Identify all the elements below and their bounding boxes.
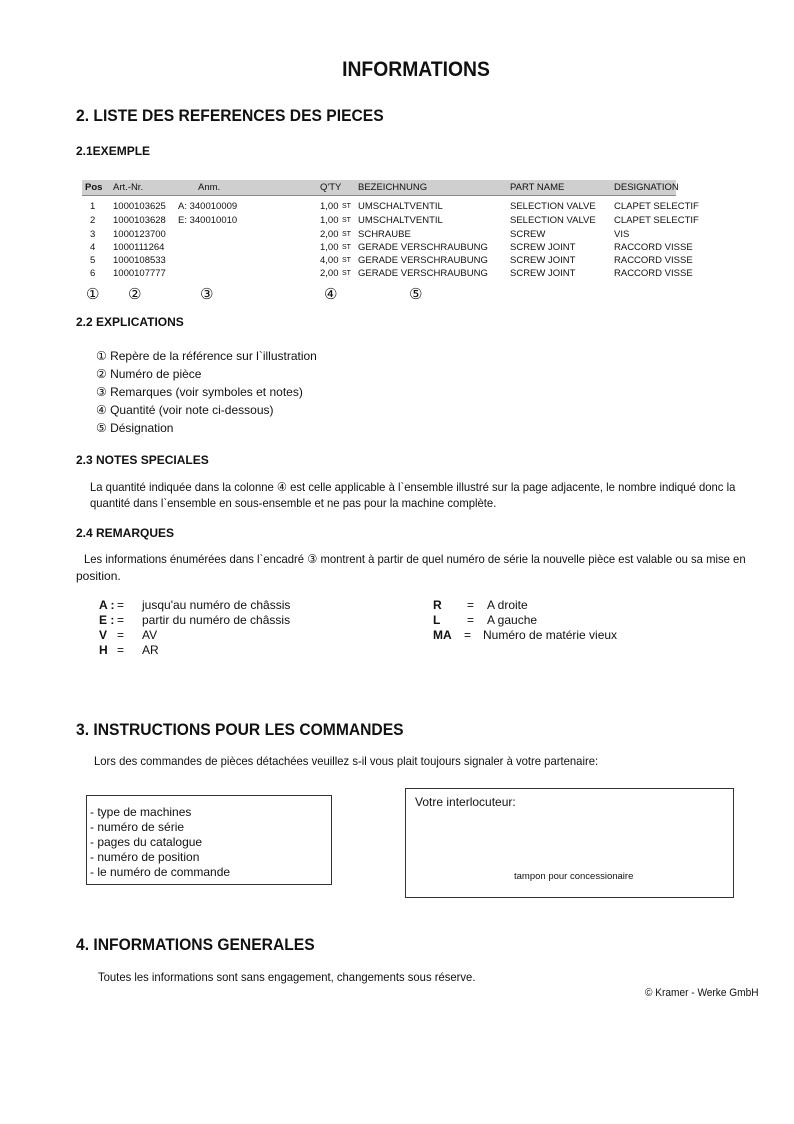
remarques-line-2: position. xyxy=(76,569,121,583)
abbr-code: R xyxy=(433,598,442,612)
cell-pos: 2 xyxy=(90,215,96,226)
abbr-eq: = xyxy=(467,598,475,612)
col-header-pos: Pos xyxy=(85,182,103,193)
cell-unit: ST xyxy=(342,217,351,224)
cell-bezeichnung: GERADE VERSCHRAUBUNG xyxy=(358,242,488,253)
list-item: - numéro de série xyxy=(90,820,185,834)
abbr-meaning: partir du numéro de châssis xyxy=(142,613,291,627)
list-item: ① Repère de la référence sur l`illustration xyxy=(96,349,317,363)
section-4-heading: 4. INFORMATIONS GENERALES xyxy=(76,935,315,954)
order-instructions-intro: Lors des commandes de pièces détachées veuillez s-il vous plait toujours signaler à votre partenaire: xyxy=(94,754,599,768)
section-2-heading: 2. LISTE DES REFERENCES DES PIECES xyxy=(76,106,384,125)
abbr-meaning: jusqu'au numéro de châssis xyxy=(142,598,291,612)
cell-unit: ST xyxy=(342,231,351,238)
cell-qty: 1,00 xyxy=(320,201,339,212)
cell-unit: ST xyxy=(342,244,351,251)
cell-pos: 1 xyxy=(90,201,96,212)
table-row xyxy=(0,229,794,242)
marker-3: ③ xyxy=(200,286,214,303)
cell-art: 1000103625 xyxy=(113,201,166,212)
table-row xyxy=(0,215,794,228)
cell-designation: RACCORD VISSE xyxy=(614,255,693,266)
cell-anm: A: 340010009 xyxy=(178,201,238,212)
table-row xyxy=(0,268,794,281)
cell-designation: CLAPET SELECTIF xyxy=(614,215,699,226)
abbr-code: L xyxy=(433,613,441,627)
col-header-bezeichnung: BEZEICHNUNG xyxy=(358,182,428,193)
cell-part-name: SCREW JOINT xyxy=(510,242,576,253)
cell-designation: RACCORD VISSE xyxy=(614,242,693,253)
col-header-part-name: PART NAME xyxy=(510,182,565,193)
table-row xyxy=(0,255,794,268)
cell-qty: 4,00 xyxy=(320,255,339,266)
general-info-text: Toutes les informations sont sans engagement, changements sous réserve. xyxy=(98,970,476,984)
abbr-code: MA xyxy=(433,628,452,642)
cell-unit: ST xyxy=(342,270,351,277)
list-item: - le numéro de commande xyxy=(90,865,231,879)
cell-qty: 1,00 xyxy=(320,215,339,226)
marker-5: ⑤ xyxy=(409,286,423,303)
abbr-eq: = xyxy=(117,643,125,657)
abbr-code: V xyxy=(99,628,108,642)
copyright: © Kramer - Werke GmbH xyxy=(645,987,759,999)
cell-part-name: SCREW JOINT xyxy=(510,255,576,266)
cell-unit: ST xyxy=(342,203,351,210)
table-row xyxy=(0,201,794,214)
abbr-eq: = xyxy=(117,613,125,627)
cell-bezeichnung: SCHRAUBE xyxy=(358,229,411,240)
parts-table-header xyxy=(82,180,679,196)
notes-line-2: quantité dans l`ensemble en sous-ensemble et ne pas pour la machine complète. xyxy=(90,496,497,510)
list-item: - numéro de position xyxy=(90,850,200,864)
remarques-line-1: Les informations énumérées dans l`encadré ③ montrent à partir de quel numéro de série la nouvelle pièce est valable ou sa mise en xyxy=(84,552,746,566)
table-row xyxy=(0,242,794,255)
cell-bezeichnung: GERADE VERSCHRAUBUNG xyxy=(358,268,488,279)
cell-part-name: SELECTION VALVE xyxy=(510,215,596,226)
abbr-code: A : xyxy=(99,598,115,612)
list-item: ④ Quantité (voir note ci-dessous) xyxy=(96,403,274,417)
abbr-meaning: A gauche xyxy=(487,613,538,627)
cell-part-name: SELECTION VALVE xyxy=(510,201,596,212)
marker-4: ④ xyxy=(324,286,338,303)
cell-part-name: SCREW JOINT xyxy=(510,268,576,279)
list-item: ② Numéro de pièce xyxy=(96,367,202,381)
notes-line-1: La quantité indiquée dans la colonne ④ est celle applicable à l`ensemble illustré sur la page adjacente, le nombre indiqué donc la xyxy=(90,480,736,494)
contact-label: Votre interlocuteur: xyxy=(415,795,516,809)
remarques-heading: 2.4 REMARQUES xyxy=(76,526,175,540)
explications-heading: 2.2 EXPLICATIONS xyxy=(76,315,184,329)
cell-art: 1000123700 xyxy=(113,229,166,240)
cell-bezeichnung: GERADE VERSCHRAUBUNG xyxy=(358,255,488,266)
order-checklist-box xyxy=(86,795,332,885)
dealer-stamp-box xyxy=(405,788,734,898)
list-item: ⑤ Désignation xyxy=(96,421,174,435)
cell-qty: 1,00 xyxy=(320,242,339,253)
abbr-eq: = xyxy=(464,628,472,642)
cell-unit: ST xyxy=(342,257,351,264)
example-heading: 2.1EXEMPLE xyxy=(76,144,151,158)
cell-part-name: SCREW xyxy=(510,229,546,240)
marker-2: ② xyxy=(128,286,142,303)
section-3-heading: 3. INSTRUCTIONS POUR LES COMMANDES xyxy=(76,720,404,739)
cell-pos: 5 xyxy=(90,255,96,266)
abbr-code: H xyxy=(99,643,108,657)
cell-qty: 2,00 xyxy=(320,268,339,279)
abbr-eq: = xyxy=(117,628,125,642)
cell-art: 1000107777 xyxy=(113,268,166,279)
list-item: - pages du catalogue xyxy=(90,835,203,849)
cell-designation: RACCORD VISSE xyxy=(614,268,693,279)
cell-art: 1000103628 xyxy=(113,215,166,226)
cell-art: 1000111264 xyxy=(113,242,165,253)
cell-bezeichnung: UMSCHALTVENTIL xyxy=(358,201,443,212)
col-header-anm: Anm. xyxy=(198,182,221,193)
cell-pos: 6 xyxy=(90,268,96,279)
cell-bezeichnung: UMSCHALTVENTIL xyxy=(358,215,443,226)
col-header-art: Art.-Nr. xyxy=(113,182,144,193)
page-title: INFORMATIONS xyxy=(342,58,490,81)
abbr-meaning: AV xyxy=(142,628,158,642)
abbr-eq: = xyxy=(467,613,475,627)
abbr-eq: = xyxy=(117,598,125,612)
abbr-meaning: A droite xyxy=(487,598,528,612)
stamp-label: tampon pour concessionaire xyxy=(514,871,634,882)
list-item: - type de machines xyxy=(90,805,192,819)
cell-anm: E: 340010010 xyxy=(178,215,238,226)
cell-pos: 3 xyxy=(90,229,96,240)
cell-art: 1000108533 xyxy=(113,255,166,266)
col-header-qty: Q'TY xyxy=(320,182,342,193)
abbr-meaning: AR xyxy=(142,643,159,657)
abbr-meaning: Numéro de matérie vieux xyxy=(483,628,618,642)
cell-pos: 4 xyxy=(90,242,96,253)
cell-designation: VIS xyxy=(614,229,630,240)
list-item: ③ Remarques (voir symboles et notes) xyxy=(96,385,303,399)
marker-1: ① xyxy=(86,286,100,303)
notes-heading: 2.3 NOTES SPECIALES xyxy=(76,453,209,467)
abbr-code: E : xyxy=(99,613,115,627)
cell-qty: 2,00 xyxy=(320,229,339,240)
col-header-designation: DESIGNATION xyxy=(614,182,679,193)
cell-designation: CLAPET SELECTIF xyxy=(614,201,699,212)
